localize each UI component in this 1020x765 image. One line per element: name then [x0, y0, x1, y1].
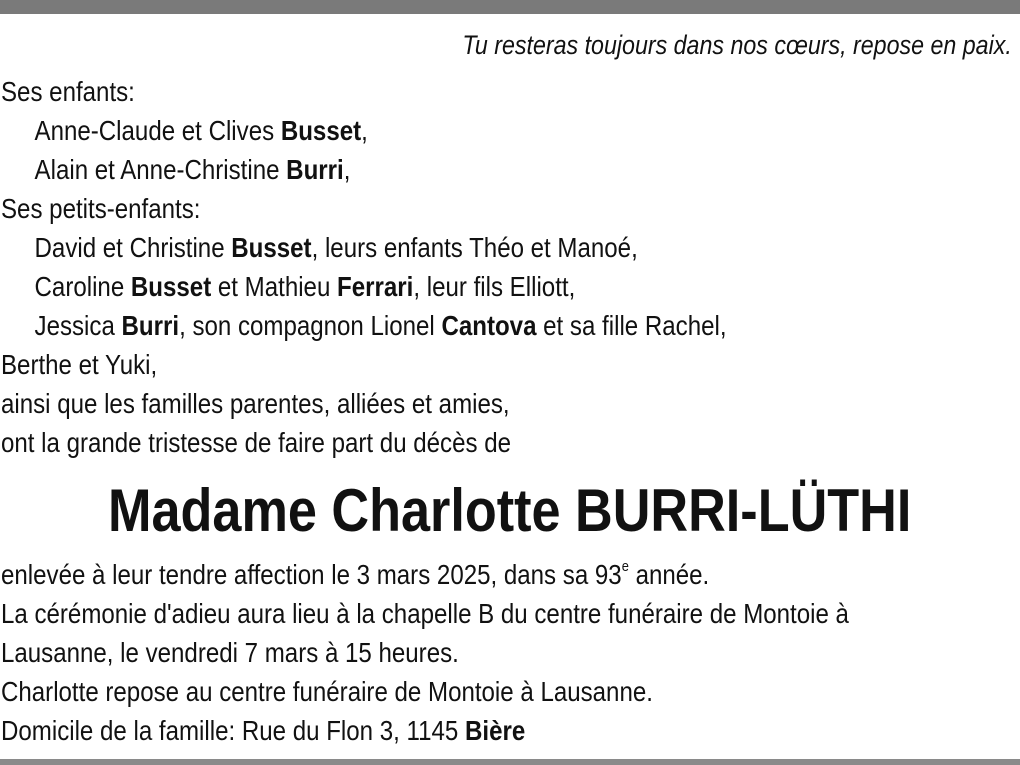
top-rule — [0, 0, 1020, 14]
grandchild-names: Jessica — [34, 310, 122, 341]
child-surname: Busset — [280, 115, 362, 146]
children-heading: Ses enfants: — [1, 76, 135, 107]
bottom-rule — [0, 759, 1020, 765]
grandchild-partner: et Mathieu — [211, 271, 338, 302]
passing-line — [1, 555, 1016, 594]
deceased-name-text: Madame Charlotte BURRI-LÜTHI — [108, 477, 912, 544]
child-names: Anne-Claude et Clives — [34, 115, 281, 146]
grandchild-suffix: , leur fils Elliott, — [413, 271, 576, 302]
grandchild-suffix: et sa fille Rachel, — [536, 310, 727, 341]
others-line: Berthe et Yuki, — [1, 349, 158, 380]
passing-text-end: année. — [628, 559, 710, 590]
details — [1, 555, 1016, 750]
grandchild-suffix: , leurs enfants Théo et Manoé, — [311, 232, 638, 263]
grandchild-partner: , son compagnon Lionel — [179, 310, 442, 341]
rest-line: Charlotte repose au centre funéraire de Montoie à Lausanne. — [1, 676, 653, 707]
grandchild-surname: Busset — [231, 232, 312, 263]
grandchild-names: David et Christine — [34, 232, 232, 263]
domicile-address: Domicile de la famille: Rue du Flon 3, 1145 — [1, 715, 466, 746]
grandchildren-heading: Ses petits-enfants: — [1, 193, 201, 224]
deceased-name — [0, 476, 1020, 546]
child-names: Alain et Anne-Christine — [34, 154, 287, 185]
extended-family-line: ainsi que les familles parentes, alliées et amies, — [1, 388, 510, 419]
child-suffix: , — [343, 154, 351, 185]
ceremony-line-1: La cérémonie d'adieu aura lieu à la chapelle B du centre funéraire de Montoie à — [1, 598, 849, 629]
grandchild-surname: Busset — [130, 271, 212, 302]
family-list — [1, 72, 1016, 462]
passing-text: enlevée à leur tendre affection le 3 mars 2025, dans sa 93 — [1, 559, 622, 590]
announcement-line: ont la grande tristesse de faire part du décès de — [1, 427, 512, 458]
grandchild-entry — [1, 228, 1016, 267]
epigraph: Tu resteras toujours dans nos cœurs, repose en paix. — [462, 30, 1012, 60]
child-entry — [1, 150, 1016, 189]
grandchild-entry — [1, 306, 1016, 345]
grandchild-partner-surname: Ferrari — [337, 271, 414, 302]
child-surname: Burri — [286, 154, 344, 185]
grandchild-names: Caroline — [34, 271, 131, 302]
domicile-town: Bière — [465, 715, 526, 746]
child-suffix: , — [361, 115, 368, 146]
child-entry — [1, 111, 1016, 150]
domicile-line — [1, 711, 1016, 750]
ordinal-suffix: e — [621, 558, 629, 575]
grandchild-partner-surname: Cantova — [441, 310, 537, 341]
grandchild-entry — [1, 267, 1016, 306]
grandchild-surname: Burri — [121, 310, 180, 341]
ceremony-line-2: Lausanne, le vendredi 7 mars à 15 heures. — [1, 637, 459, 668]
